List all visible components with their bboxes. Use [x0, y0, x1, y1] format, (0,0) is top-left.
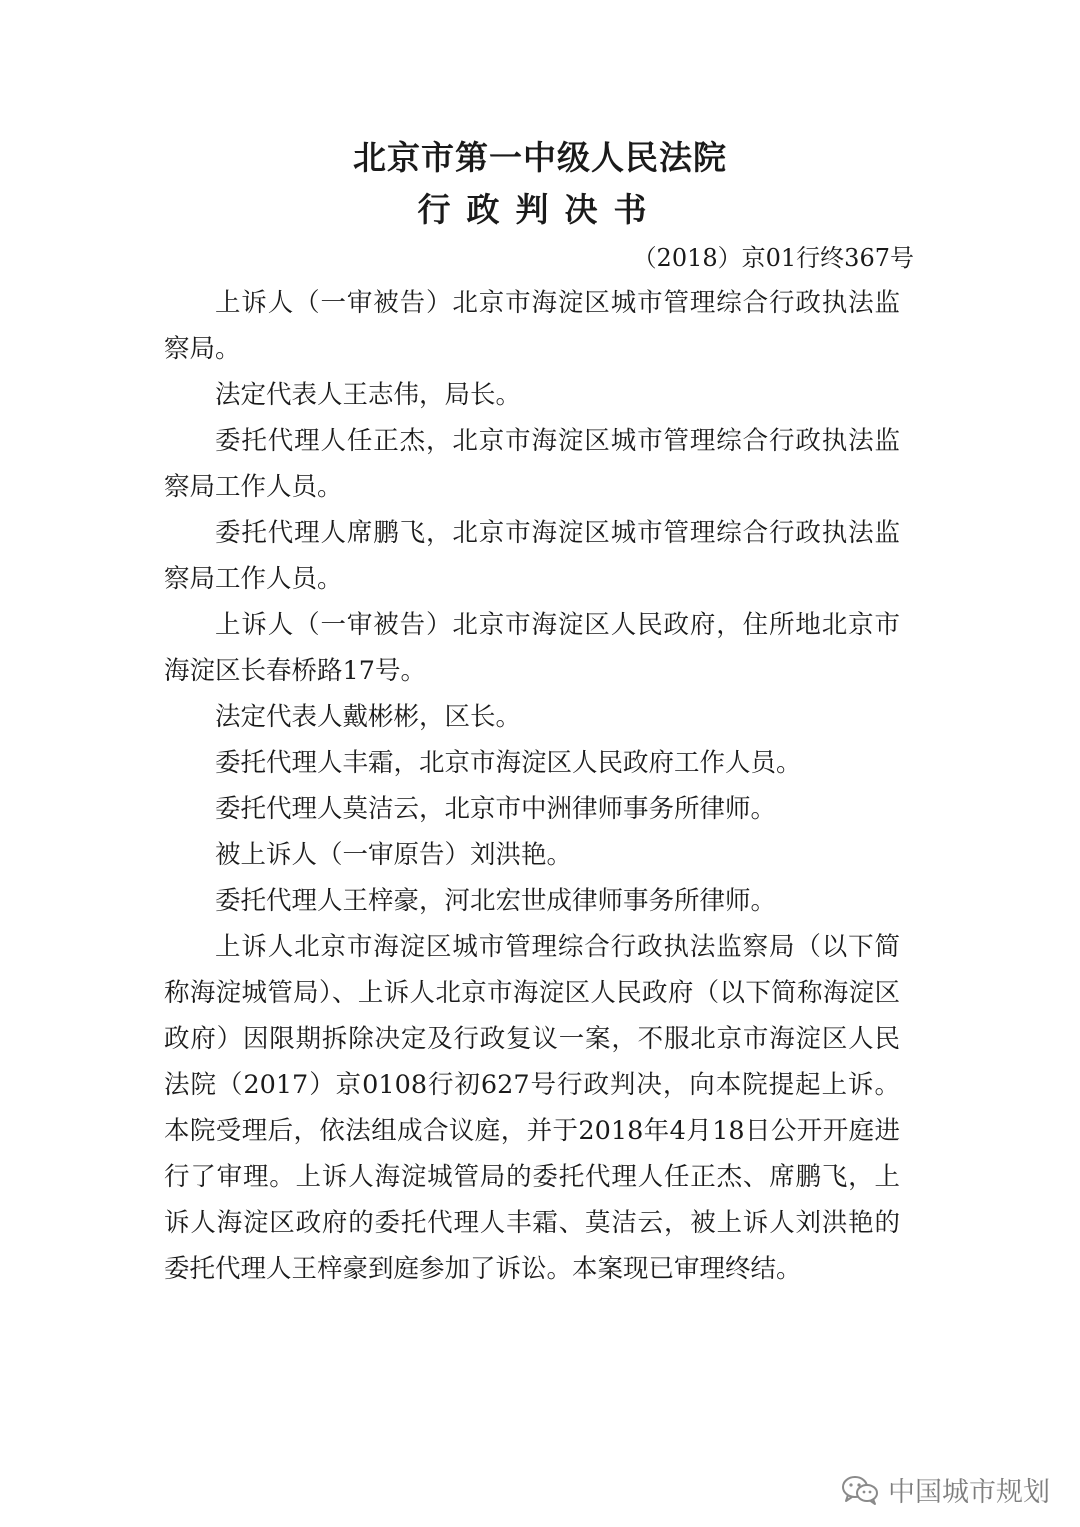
document-type: 行政判决书 — [417, 190, 663, 229]
paragraph-legal-rep-2: 法定代表人戴彬彬，区长。 — [215, 702, 522, 732]
case-number: （2018）京01行终367号 — [632, 244, 914, 272]
paragraph-agent-4: 委托代理人莫洁云，北京市中洲律师事务所律师。 — [215, 794, 777, 824]
judgment-body — [164, 280, 900, 1292]
paragraph-agent-1: 委托代理人任正杰，北京市海淀区城市管理综合行政执法监察局工作人员。 — [164, 426, 900, 502]
paragraph-case-summary: 上诉人北京市海淀区城市管理综合行政执法监察局（以下简称海淀城管局）、上诉人北京市海淀区人民政府（以下简称海淀区政府）因限期拆除决定及行政复议一案，不服北京市海淀区人民法院（2017）京0108行初627号行政判决，向本院提起上诉。本院受理后，依法组成合议庭，并于2018年4月18日公开开庭进行了审理。上诉人海淀城管局的委托代理人任正杰、席鹏飞，上诉人海淀区政府的委托代理人丰霜、莫洁云，被上诉人刘洪艳的委托代理人王梓豪到庭参加了诉讼。本案现已审理终结。 — [164, 932, 900, 1284]
paragraph-legal-rep-1: 法定代表人王志伟，局长。 — [215, 380, 522, 410]
watermark — [840, 1470, 1050, 1509]
paragraph-appellant-1: 上诉人（一审被告）北京市海淀区城市管理综合行政执法监察局。 — [164, 288, 900, 364]
paragraph-agent-3: 委托代理人丰霜，北京市海淀区人民政府工作人员。 — [215, 748, 802, 778]
paragraph-agent-5: 委托代理人王梓豪，河北宏世成律师事务所律师。 — [215, 886, 777, 916]
paragraph-appellant-2: 上诉人（一审被告）北京市海淀区人民政府，住所地北京市海淀区长春桥路17号。 — [164, 610, 900, 686]
paragraph-agent-2: 委托代理人席鹏飞，北京市海淀区城市管理综合行政执法监察局工作人员。 — [164, 518, 900, 594]
wechat-icon — [840, 1474, 880, 1506]
watermark-text: 中国城市规划 — [888, 1477, 1050, 1508]
court-name: 北京市第一中级人民法院 — [353, 138, 727, 177]
paragraph-appellee: 被上诉人（一审原告）刘洪艳。 — [215, 840, 573, 870]
